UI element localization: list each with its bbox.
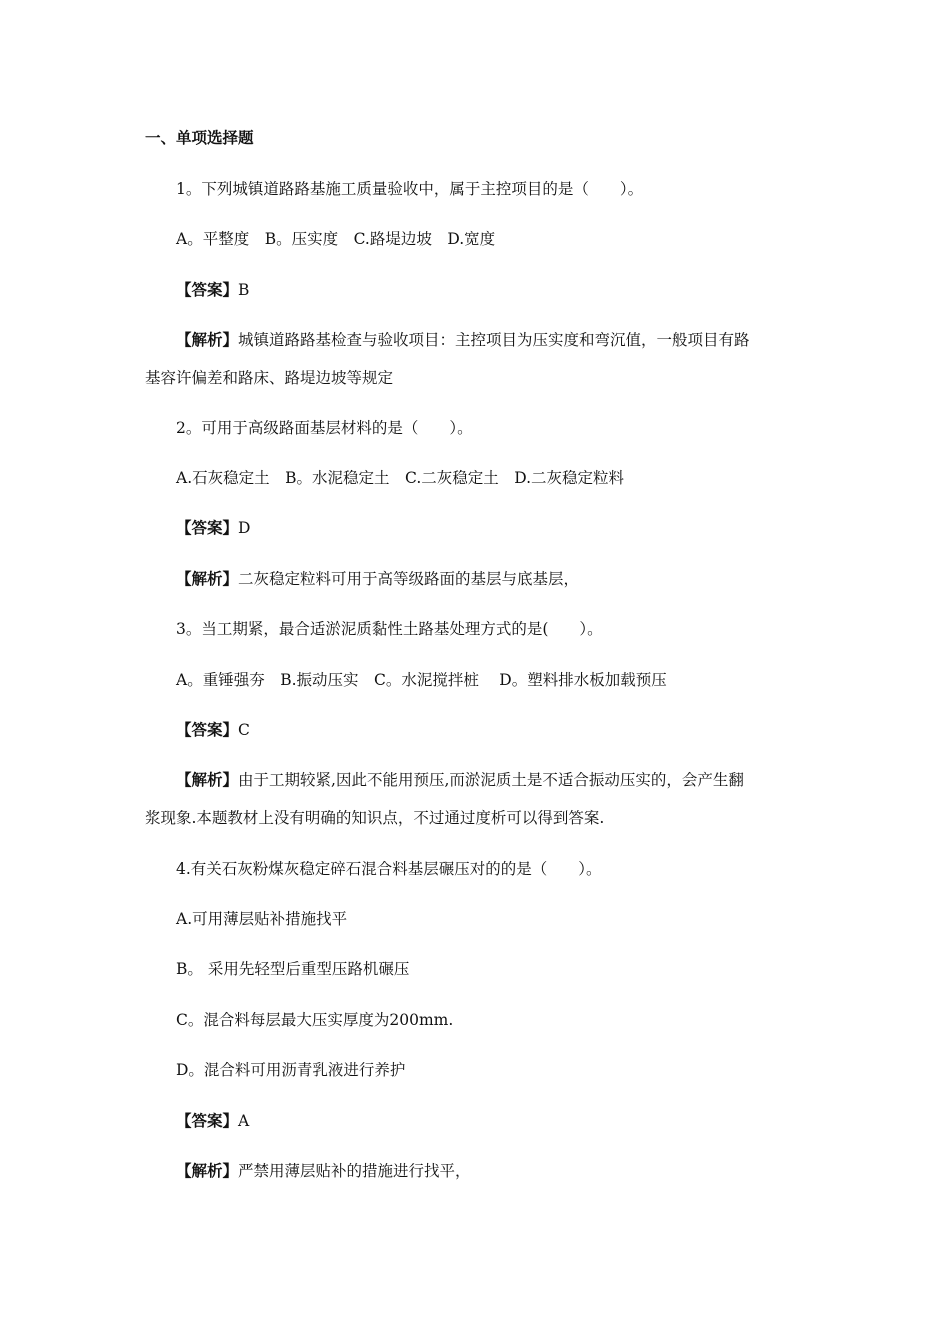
question-1-answer <box>176 280 249 300</box>
answer-value: D <box>238 519 251 537</box>
question-2-stem: 2。可用于高级路面基层材料的是（ ）。 <box>176 419 473 437</box>
question-4-answer <box>176 1111 249 1131</box>
question-4-option-d: D。混合料可用沥青乳液进行养护 <box>176 1061 406 1079</box>
question-3-analysis <box>176 770 744 790</box>
analysis-text: 由于工期较紧,因此不能用预压,而淤泥质土是不适合振动压实的，会产生翻 <box>238 771 744 789</box>
answer-value: A <box>238 1112 250 1130</box>
analysis-text: 二灰稳定粒料可用于高等级路面的基层与底基层， <box>238 570 580 588</box>
analysis-tag: 【解析】 <box>176 569 239 588</box>
answer-tag: 【答案】 <box>176 518 239 537</box>
answer-value: C <box>238 721 250 739</box>
analysis-tag: 【解析】 <box>176 330 239 349</box>
question-4-option-a: A.可用薄层贴补措施找平 <box>176 910 348 928</box>
answer-tag: 【答案】 <box>176 280 239 299</box>
question-1-analysis-cont: 基容许偏差和路床、路堤边坡等规定 <box>145 369 394 387</box>
analysis-tag: 【解析】 <box>176 1161 239 1180</box>
question-4-stem: 4.有关石灰粉煤灰稳定碎石混合料基层碾压对的的是（ ）。 <box>176 860 602 878</box>
question-4-option-b: B。 采用先轻型后重型压路机碾压 <box>176 960 410 978</box>
question-1-stem: 1。下列城镇道路路基施工质量验收中，属于主控项目的是（ ）。 <box>176 180 644 198</box>
question-3-answer <box>176 720 250 740</box>
question-2-options: A.石灰稳定土 B。水泥稳定土 C.二灰稳定土 D.二灰稳定粒料 <box>176 469 625 487</box>
question-4-analysis <box>176 1161 471 1181</box>
question-2-answer <box>176 518 250 538</box>
question-3-options: A。重锤强夯 B.振动压实 C。水泥搅拌桩 D。塑料排水板加载预压 <box>176 671 667 689</box>
question-3-stem: 3。当工期紧，最合适淤泥质黏性土路基处理方式的是( ）。 <box>176 620 603 638</box>
answer-value: B <box>238 281 250 299</box>
analysis-tag: 【解析】 <box>176 770 239 789</box>
question-4-option-c: C。混合料每层最大压实厚度为200mm. <box>176 1011 454 1029</box>
answer-tag: 【答案】 <box>176 720 239 739</box>
section-title: 一、单项选择题 <box>145 129 254 147</box>
question-3-analysis-cont: 浆现象.本题教材上没有明确的知识点，不过通过度析可以得到答案. <box>145 809 605 827</box>
analysis-text: 城镇道路路基检查与验收项目：主控项目为压实度和弯沉值，一般项目有路 <box>238 331 750 349</box>
question-1-options: A。平整度 B。压实度 C.路堤边坡 D.宽度 <box>176 230 496 248</box>
question-2-analysis <box>176 569 579 589</box>
analysis-text: 严禁用薄层贴补的措施进行找平， <box>238 1162 471 1180</box>
question-1-analysis <box>176 330 750 350</box>
answer-tag: 【答案】 <box>176 1111 239 1130</box>
